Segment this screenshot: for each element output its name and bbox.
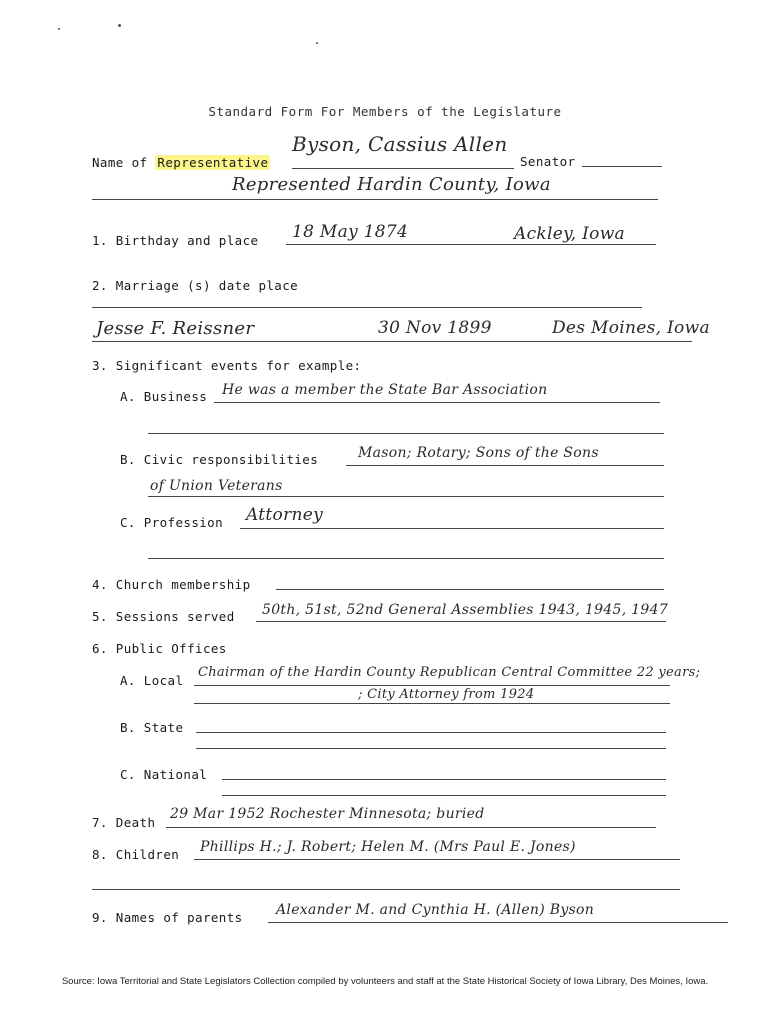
- spouse-entry: Jesse F. Reissner: [96, 318, 255, 339]
- parents-line: [268, 922, 728, 923]
- profession-label: C. Profession: [120, 515, 224, 530]
- state-line-2: [196, 748, 666, 749]
- name-line: [292, 168, 514, 169]
- marriage-line-2: [92, 341, 692, 342]
- marriage-date-entry: 30 Nov 1899: [378, 318, 492, 338]
- birthday-line: [286, 244, 656, 245]
- birth-date-entry: 18 May 1874: [292, 222, 409, 242]
- sessions-label: 5. Sessions served: [92, 609, 235, 624]
- representative-label: Representative: [157, 155, 269, 170]
- local-entry-1: Chairman of the Hardin County Republican Central Committee 22 years;: [198, 665, 701, 680]
- profession-entry: Attorney: [246, 505, 324, 525]
- children-line: [194, 859, 680, 860]
- children-line-2: [92, 889, 680, 890]
- marriage-label: 2. Marriage (s) date place: [92, 278, 299, 293]
- local-entry-2: ; City Attorney from 1924: [358, 687, 535, 702]
- local-label: A. Local: [120, 673, 184, 688]
- offices-label: 6. Public Offices: [92, 641, 227, 656]
- name-entry: Byson, Cassius Allen: [292, 132, 508, 156]
- church-line: [276, 589, 664, 590]
- scan-speck: [58, 28, 60, 30]
- business-line: [214, 402, 660, 403]
- marriage-place-entry: Des Moines, Iowa: [552, 318, 710, 338]
- children-label: 8. Children: [92, 847, 180, 862]
- local-line-2: [194, 703, 670, 704]
- sessions-line: [256, 621, 666, 622]
- death-entry: 29 Mar 1952 Rochester Minnesota; buried: [170, 806, 485, 822]
- profession-line-2: [148, 558, 664, 559]
- scan-speck: [118, 24, 121, 27]
- sessions-entry: 50th, 51st, 52nd General Assemblies 1943, 1945, 1947: [262, 602, 669, 618]
- civic-entry-1: Mason; Rotary; Sons of the Sons: [358, 445, 599, 461]
- business-line-2: [148, 433, 664, 434]
- senator-line: [582, 166, 662, 167]
- death-line: [166, 827, 656, 828]
- national-line-1: [222, 779, 666, 780]
- form-title: Standard Form For Members of the Legislature: [208, 104, 562, 119]
- local-line-1: [194, 685, 670, 686]
- source-footer: Source: Iowa Territorial and State Legislators Collection compiled by volunteers and staff at the State Historical Society of Iowa Library, Des Moines, Iowa.: [61, 976, 709, 987]
- represented-line: [92, 199, 658, 200]
- marriage-line-1: [92, 307, 642, 308]
- scan-speck: [316, 42, 318, 44]
- business-label: A. Business: [120, 389, 208, 404]
- senator-label: Senator: [520, 154, 576, 169]
- civic-label: B. Civic responsibilities: [120, 452, 319, 467]
- events-label: 3. Significant events for example:: [92, 358, 362, 373]
- civic-line-1: [346, 465, 664, 466]
- birthday-label: 1. Birthday and place: [92, 233, 259, 248]
- business-entry: He was a member the State Bar Association: [222, 382, 548, 398]
- children-entry: Phillips H.; J. Robert; Helen M. (Mrs Paul E. Jones): [200, 839, 576, 855]
- parents-entry: Alexander M. and Cynthia H. (Allen) Byson: [276, 902, 595, 918]
- national-line-2: [222, 795, 666, 796]
- national-label: C. National: [120, 767, 208, 782]
- state-label: B. State: [120, 720, 184, 735]
- parents-label: 9. Names of parents: [92, 910, 243, 925]
- civic-line-2: [148, 496, 664, 497]
- death-label: 7. Death: [92, 815, 156, 830]
- state-line-1: [196, 732, 666, 733]
- profession-line: [240, 528, 664, 529]
- name-label-row: [92, 155, 270, 170]
- name-label: Name of: [92, 155, 148, 170]
- represented-entry: Represented Hardin County, Iowa: [232, 174, 551, 195]
- church-label: 4. Church membership: [92, 577, 251, 592]
- birth-place-entry: Ackley, Iowa: [514, 224, 625, 244]
- civic-entry-2: of Union Veterans: [150, 478, 283, 494]
